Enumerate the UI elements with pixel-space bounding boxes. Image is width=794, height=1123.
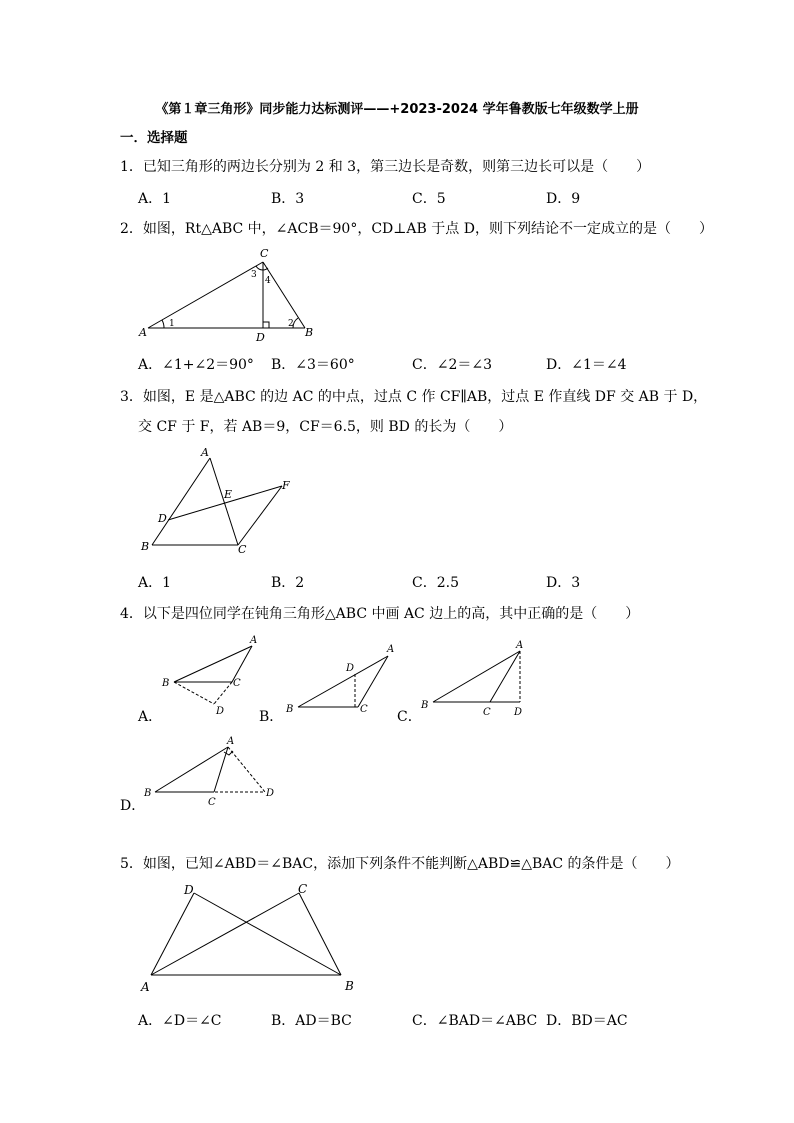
q4-option-d[interactable]: D． (120, 798, 146, 814)
question-2-text: 2．如图，Rt△ABC 中，∠ACB＝90°，CD⊥AB 于点 D，则下列结论不一定成立的是（ ） (120, 221, 713, 237)
q3-label-c: C (238, 543, 247, 556)
q5-label-a: A (141, 980, 150, 994)
q5-option-b[interactable]: B．AD＝BC (271, 1013, 352, 1029)
q1-option-d[interactable]: D．9 (546, 191, 581, 207)
q3-label-e: E (224, 488, 233, 501)
q4-option-c[interactable]: C． (397, 709, 422, 725)
q1-option-a[interactable]: A．1 (138, 191, 172, 207)
q5-label-c: C (298, 882, 308, 896)
q4a-label-c: C (233, 678, 241, 689)
q3-label-f: F (282, 479, 290, 492)
q3-option-b[interactable]: B．2 (271, 575, 305, 591)
q2-angle-1: 1 (169, 319, 175, 329)
q3-option-a[interactable]: A．1 (138, 575, 172, 591)
q4c-label-d: D (514, 707, 523, 718)
q5-option-d[interactable]: D．BD＝AC (546, 1013, 628, 1029)
q4a-label-b: B (162, 678, 170, 689)
q4b-label-a: A (387, 644, 395, 655)
q3-label-b: B (141, 540, 150, 553)
q3-option-c[interactable]: C．2.5 (412, 575, 459, 591)
page-title: 《第１章三角形》同步能力达标测评——+2023-2024 学年鲁教版七年级数学上册 (155, 102, 639, 117)
q4d-label-c: C (208, 797, 216, 808)
question-1-text: 1．已知三角形的两边长分别为 2 和 3，第三边长是奇数，则第三边长可以是（ ） (120, 159, 651, 175)
q4-option-a[interactable]: A． (138, 709, 163, 725)
q2-option-b[interactable]: B．∠3＝60° (271, 357, 355, 373)
q5-label-b: B (345, 979, 354, 993)
q2-label-d: D (256, 331, 265, 344)
q4-option-b[interactable]: B． (259, 709, 284, 725)
q4a-label-d: D (216, 706, 225, 717)
q4d-label-d: D (266, 788, 275, 799)
q3-label-d: D (158, 512, 167, 525)
q2-option-c[interactable]: C．∠2＝∠3 (412, 357, 492, 373)
q4b-label-b: B (286, 704, 294, 715)
q3-option-d[interactable]: D．3 (546, 575, 581, 591)
q2-option-d[interactable]: D．∠1＝∠4 (546, 357, 627, 373)
q4a-label-a: A (250, 635, 258, 646)
q2-label-a: A (139, 326, 147, 339)
q5-label-d: D (184, 883, 194, 897)
q2-angle-4: 4 (265, 276, 271, 286)
q4c-label-c: C (483, 707, 491, 718)
q2-angle-3: 3 (251, 270, 257, 280)
q5-option-a[interactable]: A．∠D＝∠C (138, 1013, 222, 1029)
q3-label-a: A (201, 446, 209, 459)
q4d-label-a: A (227, 736, 235, 747)
q5-option-c[interactable]: C．∠BAD＝∠ABC (412, 1013, 538, 1029)
q1-option-b[interactable]: B．3 (271, 191, 305, 207)
q4b-label-c: C (360, 704, 368, 715)
q4c-label-b: B (421, 700, 429, 711)
q2-angle-2: 2 (288, 319, 294, 329)
q2-label-c: C (260, 247, 269, 260)
question-4-text: 4．以下是四位同学在钝角三角形△ABC 中画 AC 边上的高，其中正确的是（ ） (120, 606, 640, 622)
q2-label-b: B (305, 326, 314, 339)
q2-option-a[interactable]: A．∠1+∠2＝90° (138, 357, 254, 373)
q1-option-c[interactable]: C．5 (412, 191, 446, 207)
section-heading: 一．选择题 (120, 130, 188, 146)
question-3-line-2: 交 CF 于 F，若 AB＝9，CF＝6.5，则 BD 的长为（ ） (138, 419, 513, 435)
question-5-text: 5．如图，已知∠ABD＝∠BAC，添加下列条件不能判断△ABD≌△BAC 的条件是（ ） (120, 856, 680, 872)
q4c-label-a: A (516, 640, 524, 651)
q4b-label-d: D (346, 663, 355, 674)
q4d-label-b: B (144, 788, 152, 799)
question-3-line-1: 3．如图，E 是△ABC 的边 AC 的中点，过点 C 作 CF∥AB，过点 E 作直线 DF 交 AB 于 D， (120, 389, 708, 405)
